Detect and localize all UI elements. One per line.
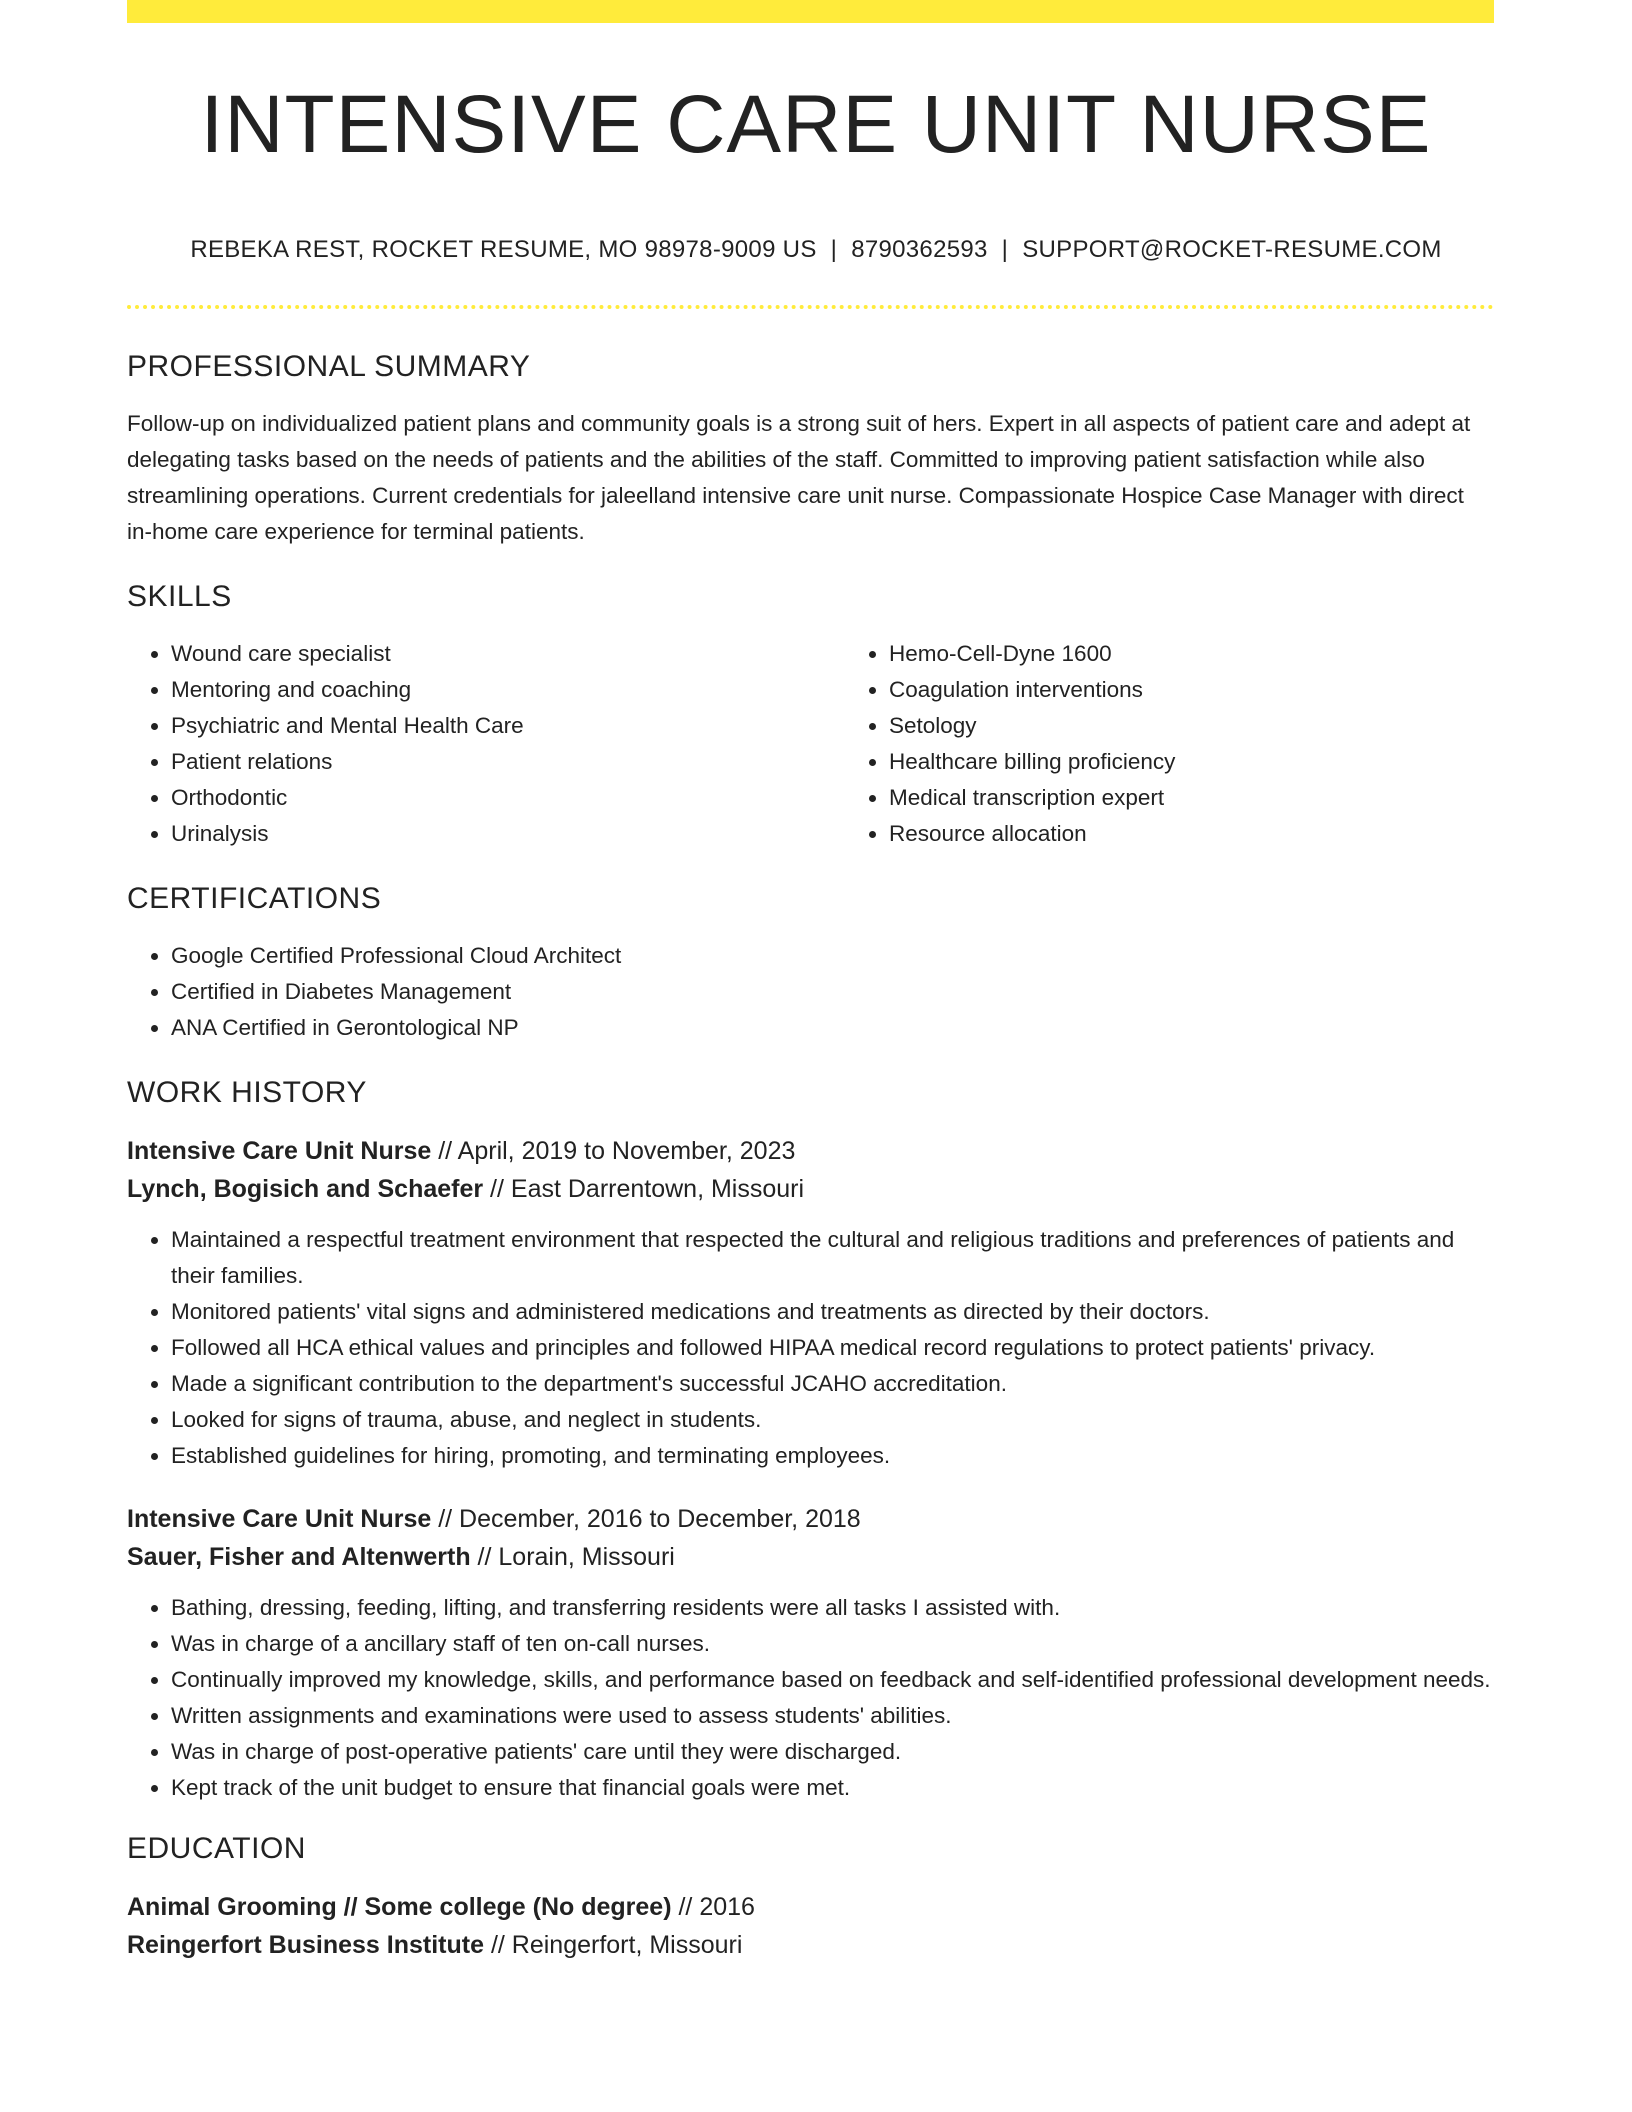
job-duties-list xyxy=(127,1590,1494,1806)
skills-section xyxy=(127,580,1494,852)
skill-item: • Wound care specialist xyxy=(171,636,845,672)
education-school-line xyxy=(127,1926,1494,1964)
skill-item: • Medical transcription expert xyxy=(889,780,1563,816)
skill-item: • Coagulation interventions xyxy=(889,672,1563,708)
job-duty: • Was in charge of post-operative patients' care until they were discharged. xyxy=(171,1734,1494,1770)
education-location: // Reingerfort, Missouri xyxy=(484,1931,743,1959)
skills-list-right xyxy=(845,636,1563,852)
certifications-heading: CERTIFICATIONS xyxy=(127,882,382,915)
certification-item: • ANA Certified in Gerontological NP xyxy=(171,1010,1494,1046)
summary-section xyxy=(127,350,1494,550)
skill-item: • Resource allocation xyxy=(889,816,1563,852)
education-heading: EDUCATION xyxy=(127,1832,306,1865)
skill-item: • Healthcare billing proficiency xyxy=(889,744,1563,780)
certifications-section xyxy=(127,882,1494,1046)
education-year: // 2016 xyxy=(671,1893,755,1921)
job-dates: // April, 2019 to November, 2023 xyxy=(431,1137,796,1165)
job-title-line xyxy=(127,1500,1494,1538)
job-duty: • Monitored patients' vital signs and administered medications and treatments as directed by their doctors. xyxy=(171,1294,1494,1330)
job-duty: • Made a significant contribution to the department's successful JCAHO accreditation. xyxy=(171,1366,1494,1402)
skills-list-left xyxy=(127,636,845,852)
skill-item: • Mentoring and coaching xyxy=(171,672,845,708)
resume-title: INTENSIVE CARE UNIT NURSE xyxy=(200,79,1432,170)
job-duty: • Was in charge of a ancillary staff of ten on-call nurses. xyxy=(171,1626,1494,1662)
skill-item: • Setology xyxy=(889,708,1563,744)
work-history-heading: WORK HISTORY xyxy=(127,1076,367,1109)
education-degree-line xyxy=(127,1888,1494,1926)
job-location: // Lorain, Missouri xyxy=(470,1543,675,1571)
work-history-section xyxy=(127,1076,1494,1806)
skills-heading: SKILLS xyxy=(127,580,232,613)
job-duty: • Maintained a respectful treatment environment that respected the cultural and religious traditions and preferences of patients and their families. xyxy=(171,1222,1494,1294)
education-school: Reingerfort Business Institute xyxy=(127,1931,484,1959)
job-duty: • Continually improved my knowledge, skills, and performance based on feedback and self-identified professional development needs. xyxy=(171,1662,1494,1698)
job-company-line xyxy=(127,1538,1494,1576)
education-degree: Animal Grooming // Some college (No degree) xyxy=(127,1893,672,1921)
certification-item: • Google Certified Professional Cloud Architect xyxy=(171,938,1494,974)
resume-body xyxy=(127,350,1494,1964)
job-title: Intensive Care Unit Nurse xyxy=(127,1505,432,1533)
job-entry xyxy=(127,1500,1494,1806)
job-entry xyxy=(127,1132,1494,1474)
skill-item: • Hemo-Cell-Dyne 1600 xyxy=(889,636,1563,672)
certification-item: • Certified in Diabetes Management xyxy=(171,974,1494,1010)
job-duty: • Kept track of the unit budget to ensure that financial goals were met. xyxy=(171,1770,1494,1806)
contact-line xyxy=(0,236,1632,264)
skill-item: • Psychiatric and Mental Health Care xyxy=(171,708,845,744)
skills-grid xyxy=(127,636,1494,852)
job-company: Lynch, Bogisich and Schaefer xyxy=(127,1175,484,1203)
job-company-line xyxy=(127,1170,1494,1208)
job-duty: • Bathing, dressing, feeding, lifting, and transferring residents were all tasks I assisted with. xyxy=(171,1590,1494,1626)
contact-separator: | xyxy=(1001,236,1009,263)
job-duty: • Established guidelines for hiring, promoting, and terminating employees. xyxy=(171,1438,1494,1474)
education-section xyxy=(127,1832,1494,1964)
job-duties-list xyxy=(127,1222,1494,1474)
contact-phone: 8790362593 xyxy=(851,236,988,263)
job-dates: // December, 2016 to December, 2018 xyxy=(431,1505,861,1533)
job-duty: • Written assignments and examinations were used to assess students' abilities. xyxy=(171,1698,1494,1734)
certifications-list xyxy=(127,938,1494,1046)
accent-top-bar xyxy=(127,0,1494,23)
contact-address: REBEKA REST, ROCKET RESUME, MO 98978-9009 US xyxy=(190,236,817,263)
summary-text: Follow-up on individualized patient plans and community goals is a strong suit of hers. Expert in all aspects of patient care and adept at delegating tasks based on the needs of patients and the abilities of the staff. Committed to improving patient satisfaction while also streamlining operations. Current credentials for jaleelland intensive care unit nurse. Compassionate Hospice Case Manager with direct in-home care experience for terminal patients. xyxy=(127,411,1471,544)
skill-item: • Orthodontic xyxy=(171,780,845,816)
summary-heading: PROFESSIONAL SUMMARY xyxy=(127,350,531,383)
job-duty: • Looked for signs of trauma, abuse, and neglect in students. xyxy=(171,1402,1494,1438)
skill-item: • Patient relations xyxy=(171,744,845,780)
job-title-line xyxy=(127,1132,1494,1170)
job-location: // East Darrentown, Missouri xyxy=(483,1175,805,1203)
skill-item: • Urinalysis xyxy=(171,816,845,852)
contact-separator: | xyxy=(830,236,838,263)
job-title: Intensive Care Unit Nurse xyxy=(127,1137,432,1165)
dotted-divider xyxy=(127,305,1494,309)
contact-email: SUPPORT@ROCKET-RESUME.COM xyxy=(1022,236,1442,263)
job-duty: • Followed all HCA ethical values and principles and followed HIPAA medical record regulations to protect patients' privacy. xyxy=(171,1330,1494,1366)
job-company: Sauer, Fisher and Altenwerth xyxy=(127,1543,471,1571)
